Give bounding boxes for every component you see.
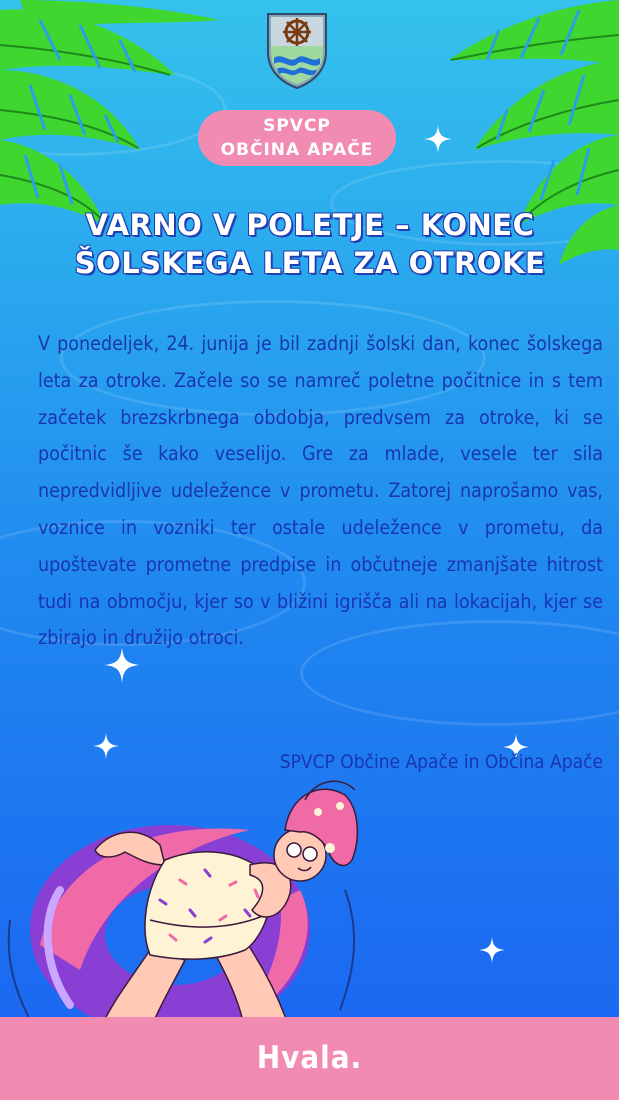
sparkle-icon (478, 936, 506, 964)
signature: SPVCP Občine Apače in Občina Apače (279, 751, 603, 773)
announcement-text: V ponedeljek, 24. junija je bil zadnji šolski dan, konec šolskega leta za otroke. Začele so se namreč poletne počitnice in s tem začetek brezskrbnega obdobja, predvsem za otroke, ki se počitnic še kako veselijo. Gre za mlade, vesele ter sila nepredvidljive udeležence v prometu. Zatorej naprošamo vas, voznice in vozniki ter ostale udeležence v prometu, da upoštevate prometne predpise in občutneje zmanjšate hitrost tudi na območju, kjer so v bližini igrišča ali na lokacijah, kjer se zbirajo in družijo otroci. (38, 332, 603, 650)
organization-badge (198, 110, 396, 166)
sparkle-icon (92, 732, 120, 760)
badge-line-2: OBČINA APAČE (220, 140, 374, 160)
title-line-2: ŠOLSKEGA LETA ZA OTROKE (74, 246, 546, 280)
footer-bar (0, 1017, 619, 1100)
badge-line-1: SPVCP (263, 116, 331, 136)
page-title (30, 206, 590, 282)
municipal-crest-icon (266, 12, 328, 90)
footer-thanks: Hvala. (256, 1040, 363, 1076)
swim-ring-illustration (0, 770, 420, 1030)
title-line-1: VARNO V POLETJE – KONEC (85, 208, 535, 242)
sparkle-icon (423, 124, 453, 154)
